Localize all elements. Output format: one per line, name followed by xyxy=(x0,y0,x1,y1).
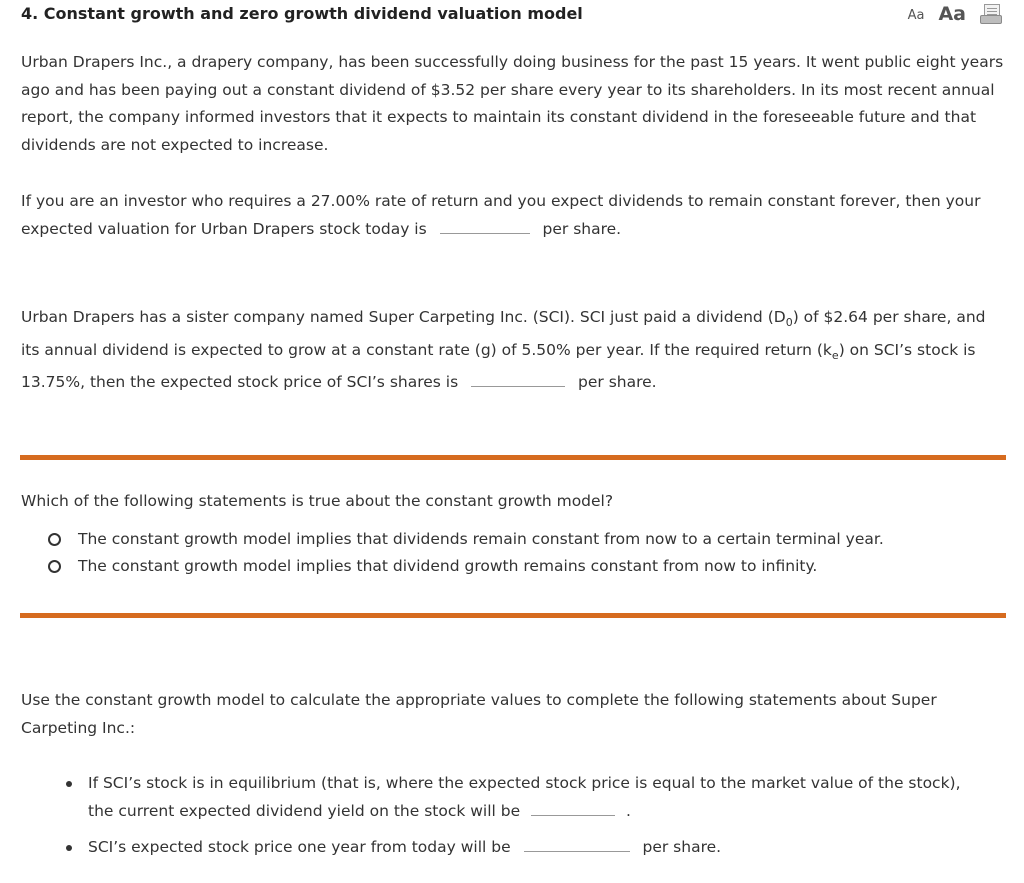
font-size-small-button[interactable]: Aa xyxy=(907,8,925,23)
future-price-answer-blank[interactable] xyxy=(524,837,630,852)
intro-paragraph: Urban Drapers Inc., a drapery company, has been successfully doing business for the past 15 years. It went public eight years ago and has been paying out a constant dividend of $3.52 per share every year to its shareholders. In its most recent annual report, the company informed investors that it expects to maintain its constant dividend in the foreseeable future and that dividends are not expected to increase. xyxy=(21,53,1004,154)
q1-text-after: per share. xyxy=(542,219,622,238)
bullet-icon xyxy=(66,845,72,851)
question-title: 4. Constant growth and zero growth dividend valuation model xyxy=(21,4,583,23)
q2-paragraph xyxy=(21,304,1006,397)
section-divider xyxy=(20,455,1006,460)
q2-answer-blank[interactable] xyxy=(471,372,565,387)
toolbar xyxy=(908,2,1002,26)
q4-bullet2-after: per share. xyxy=(642,838,722,856)
q4-intro: Use the constant growth model to calculate the appropriate values to complete the following statements about Super Carpeting Inc.: xyxy=(21,691,937,737)
q2-sub-d0: 0 xyxy=(785,316,793,330)
list-item xyxy=(60,834,990,862)
q3-option-1[interactable] xyxy=(48,530,884,548)
dividend-yield-answer-blank[interactable] xyxy=(531,801,615,816)
q2-text-part3: ) on SCI’s stock is 13.75%, then the expected stock price of SCI’s shares is xyxy=(21,340,976,392)
q4-bullet2-text: SCI’s expected stock price one year from today will be xyxy=(88,838,511,856)
q1-paragraph xyxy=(21,188,1006,243)
bullet-icon xyxy=(66,781,72,787)
print-icon[interactable] xyxy=(980,4,1002,26)
font-size-large-button[interactable]: Aa xyxy=(938,3,966,25)
q2-text-after: per share. xyxy=(578,373,657,392)
q2-text-part2: ) of $2.64 per share, and its annual dividend is expected to grow at a constant rate (g) of 5.50% per year. If the required return (k xyxy=(21,308,986,359)
section-divider xyxy=(20,613,1006,618)
q4-bullet1-text: If SCI’s stock is in equilibrium (that is, where the expected stock price is equal to the market value of the stock), the current expected dividend yield on the stock will be xyxy=(88,774,961,820)
q4-bullet1-after: . xyxy=(626,801,631,820)
q2-sub-ke: e xyxy=(831,348,839,362)
q3-question: Which of the following statements is true about the constant growth model? xyxy=(21,492,614,510)
radio-button-icon[interactable] xyxy=(48,533,61,546)
list-item xyxy=(60,770,990,825)
q3-option-2-label: The constant growth model implies that dividend growth remains constant from now to infinity. xyxy=(78,557,818,575)
q4-bullet-list xyxy=(60,770,990,862)
q3-option-2[interactable] xyxy=(48,557,817,575)
q1-answer-blank[interactable] xyxy=(440,219,530,234)
q1-text: If you are an investor who requires a 27.00% rate of return and you expect dividends to remain constant forever, then your expected valuation for Urban Drapers stock today is xyxy=(21,192,981,238)
q3-option-1-label: The constant growth model implies that dividends remain constant from now to a certain terminal year. xyxy=(78,530,884,548)
radio-button-icon[interactable] xyxy=(48,560,61,573)
q2-text-part1: Urban Drapers has a sister company named Super Carpeting Inc. (SCI). SCI just paid a dividend (D xyxy=(21,308,786,326)
